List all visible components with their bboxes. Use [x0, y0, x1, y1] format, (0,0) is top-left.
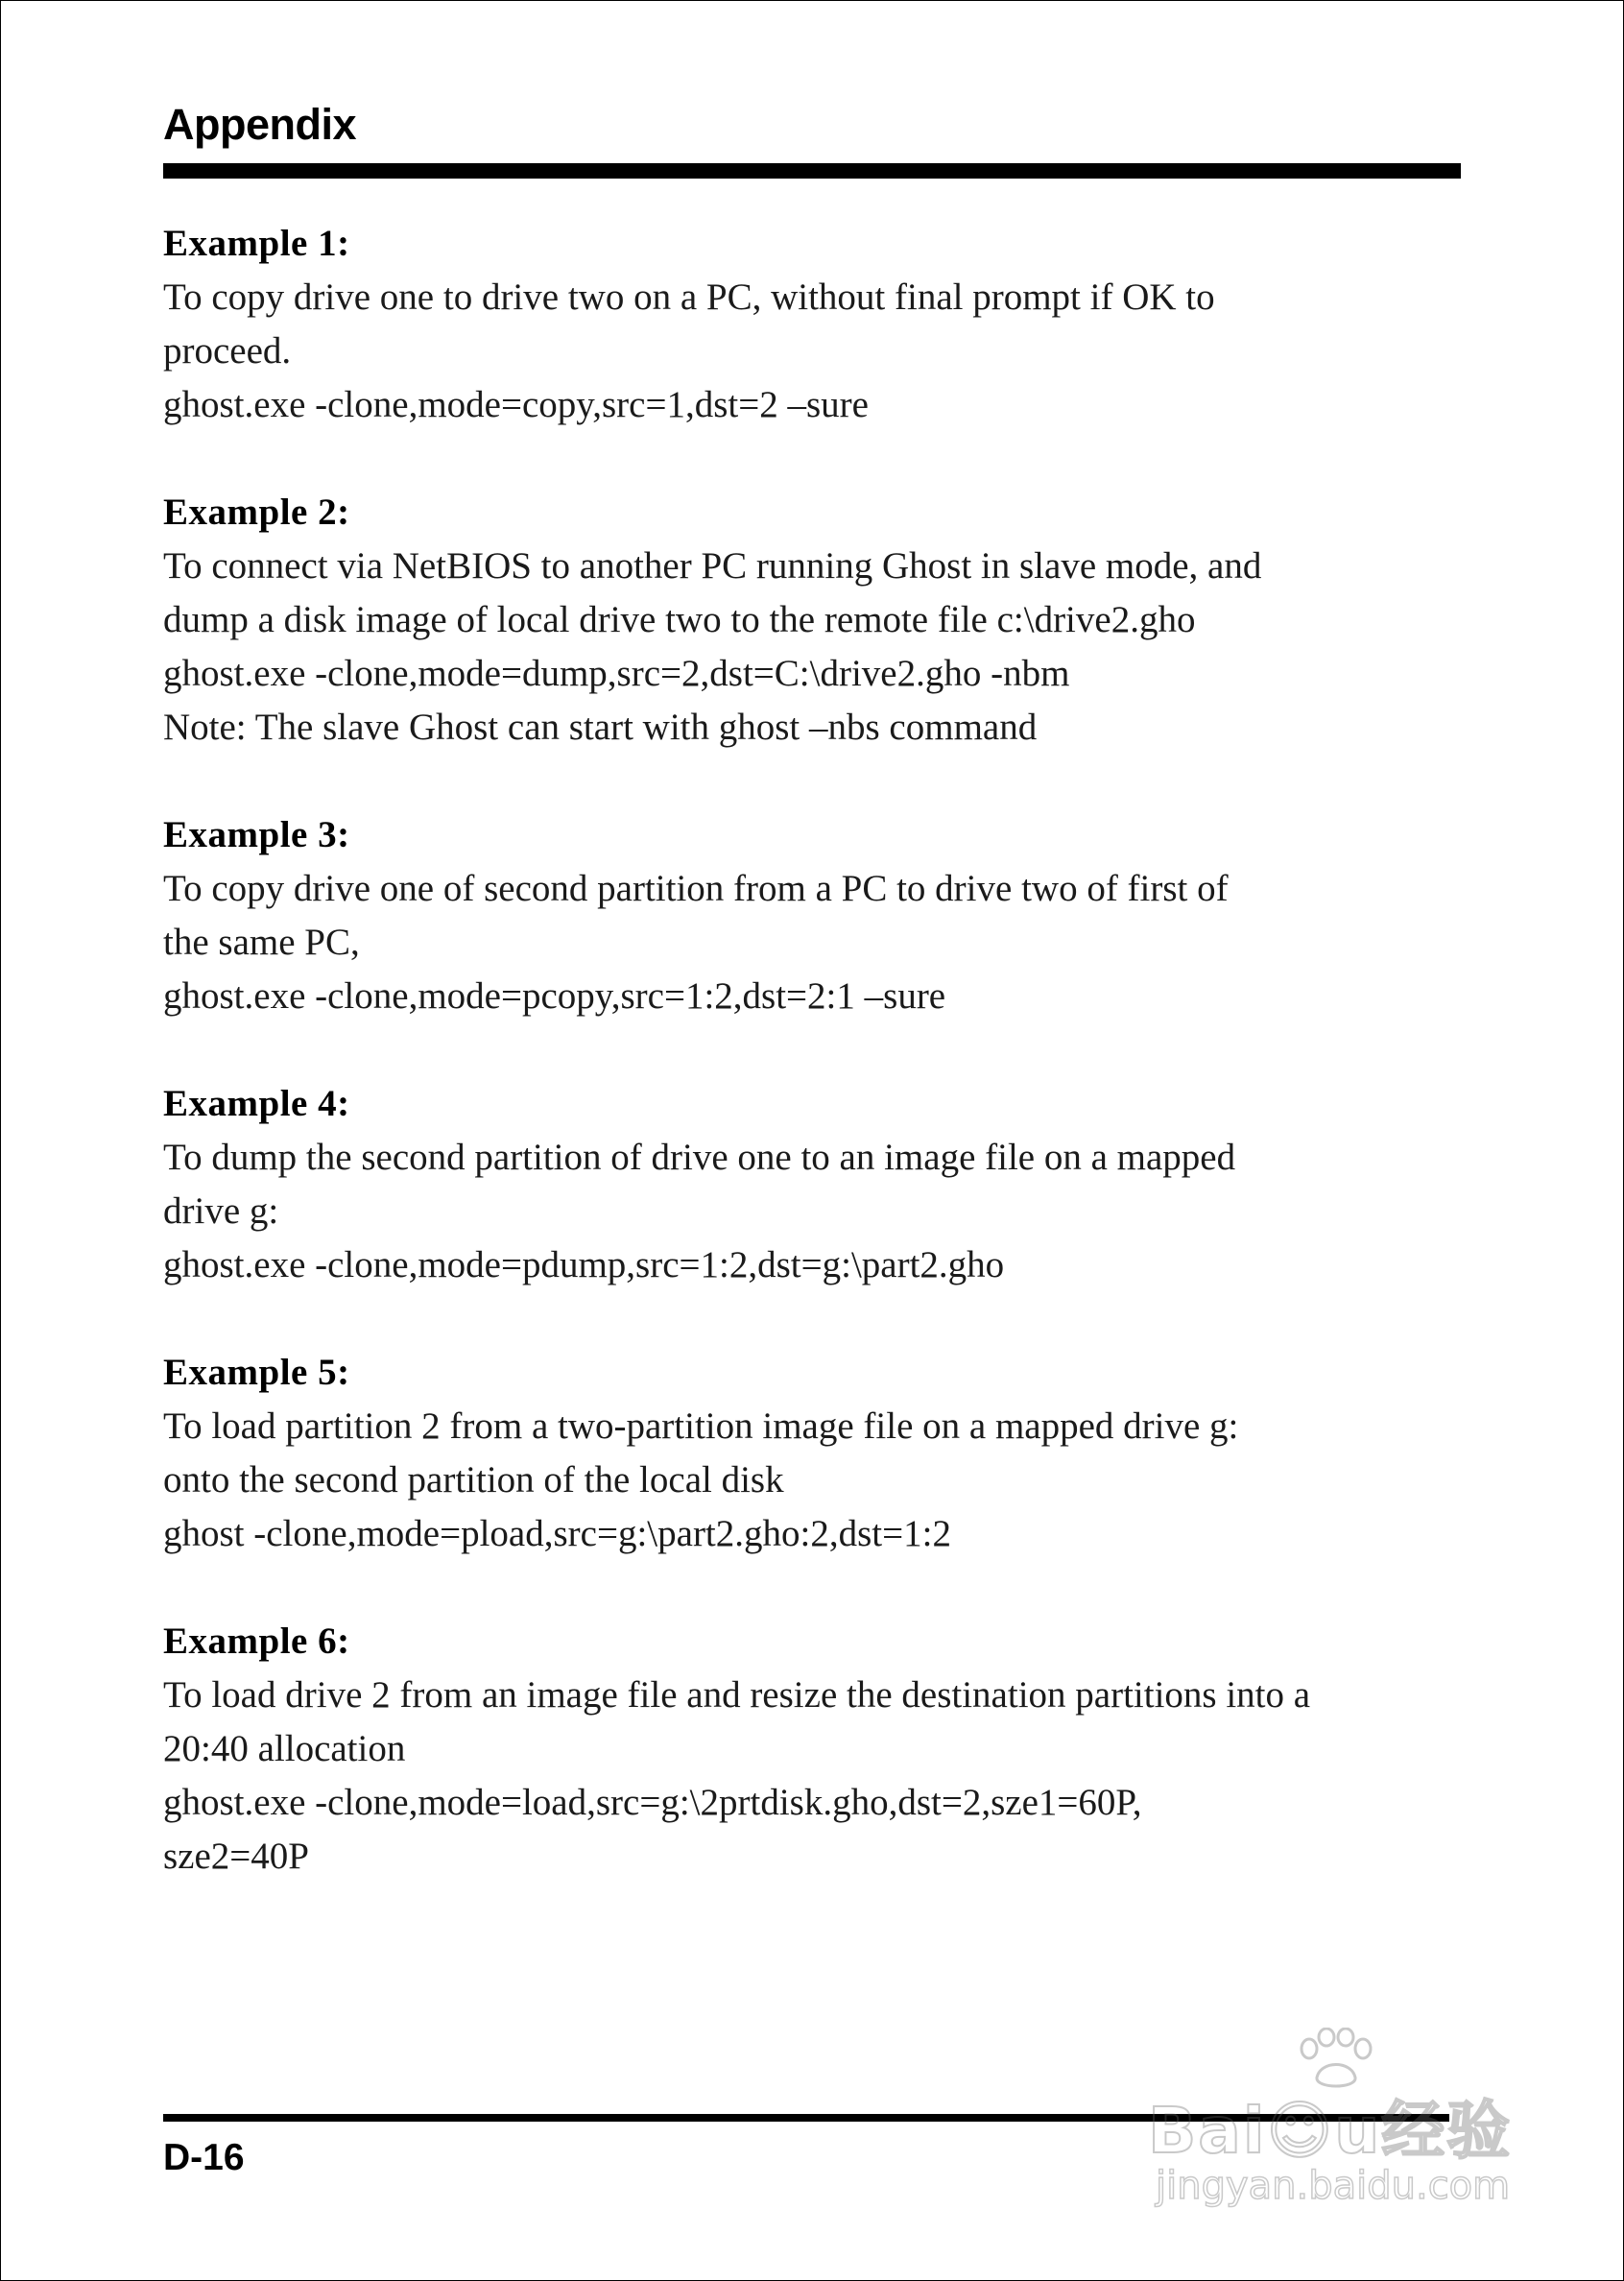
- example-text-line: the same PC,: [163, 922, 360, 963]
- example-3: [163, 808, 1469, 1023]
- example-command-line: ghost.exe -clone,mode=dump,src=2,dst=C:\drive2.gho -nbm: [163, 653, 1070, 694]
- example-text-line: dump a disk image of local drive two to the remote file c:\drive2.gho: [163, 599, 1196, 640]
- example-command-line: ghost.exe -clone,mode=copy,src=1,dst=2 –sure: [163, 384, 869, 425]
- example-note-line: Note: The slave Ghost can start with ghost –nbs command: [163, 707, 1038, 748]
- example-2: [163, 486, 1469, 755]
- example-title: Example 1:: [163, 223, 350, 264]
- example-command-line: sze2=40P: [163, 1836, 309, 1877]
- page-header-title: Appendix: [163, 100, 357, 149]
- example-command-line: ghost -clone,mode=pload,src=g:\part2.gho:2,dst=1:2: [163, 1513, 951, 1554]
- example-1: [163, 217, 1469, 432]
- example-text-line: drive g:: [163, 1190, 279, 1232]
- page-number: D-16: [163, 2137, 245, 2178]
- watermark-brand: Bai☺u经验: [1148, 2094, 1513, 2168]
- example-text-line: onto the second partition of the local disk: [163, 1459, 784, 1501]
- header-rule: [163, 163, 1461, 179]
- example-command-line: ghost.exe -clone,mode=pdump,src=1:2,dst=g:\part2.gho: [163, 1244, 1005, 1285]
- example-text-line: To load drive 2 from an image file and resize the destination partitions into a: [163, 1674, 1311, 1716]
- footer-rule: [163, 2114, 1449, 2122]
- example-title: Example 4:: [163, 1083, 350, 1124]
- watermark-url: jingyan.baidu.com: [1156, 2164, 1511, 2208]
- example-title: Example 2:: [163, 492, 350, 533]
- example-5: [163, 1346, 1469, 1561]
- example-6: [163, 1615, 1469, 1884]
- example-title: Example 3:: [163, 814, 350, 855]
- example-text-line: To load partition 2 from a two-partition image file on a mapped drive g:: [163, 1405, 1239, 1447]
- example-text-line: To dump the second partition of drive one to an image file on a mapped: [163, 1137, 1236, 1178]
- example-command-line: ghost.exe -clone,mode=pcopy,src=1:2,dst=2:1 –sure: [163, 975, 946, 1017]
- example-title: Example 6:: [163, 1621, 350, 1662]
- example-text-line: 20:40 allocation: [163, 1728, 406, 1769]
- examples-content: [163, 217, 1469, 1937]
- example-title: Example 5:: [163, 1352, 350, 1393]
- example-text-line: To connect via NetBIOS to another PC running Ghost in slave mode, and: [163, 545, 1262, 587]
- example-command-line: ghost.exe -clone,mode=load,src=g:\2prtdisk.gho,dst=2,sze1=60P,: [163, 1782, 1142, 1823]
- example-text-line: To copy drive one to drive two on a PC, without final prompt if OK to: [163, 276, 1215, 318]
- example-4: [163, 1077, 1469, 1292]
- example-text-line: To copy drive one of second partition from a PC to drive two of first of: [163, 868, 1229, 909]
- example-text-line: proceed.: [163, 330, 292, 372]
